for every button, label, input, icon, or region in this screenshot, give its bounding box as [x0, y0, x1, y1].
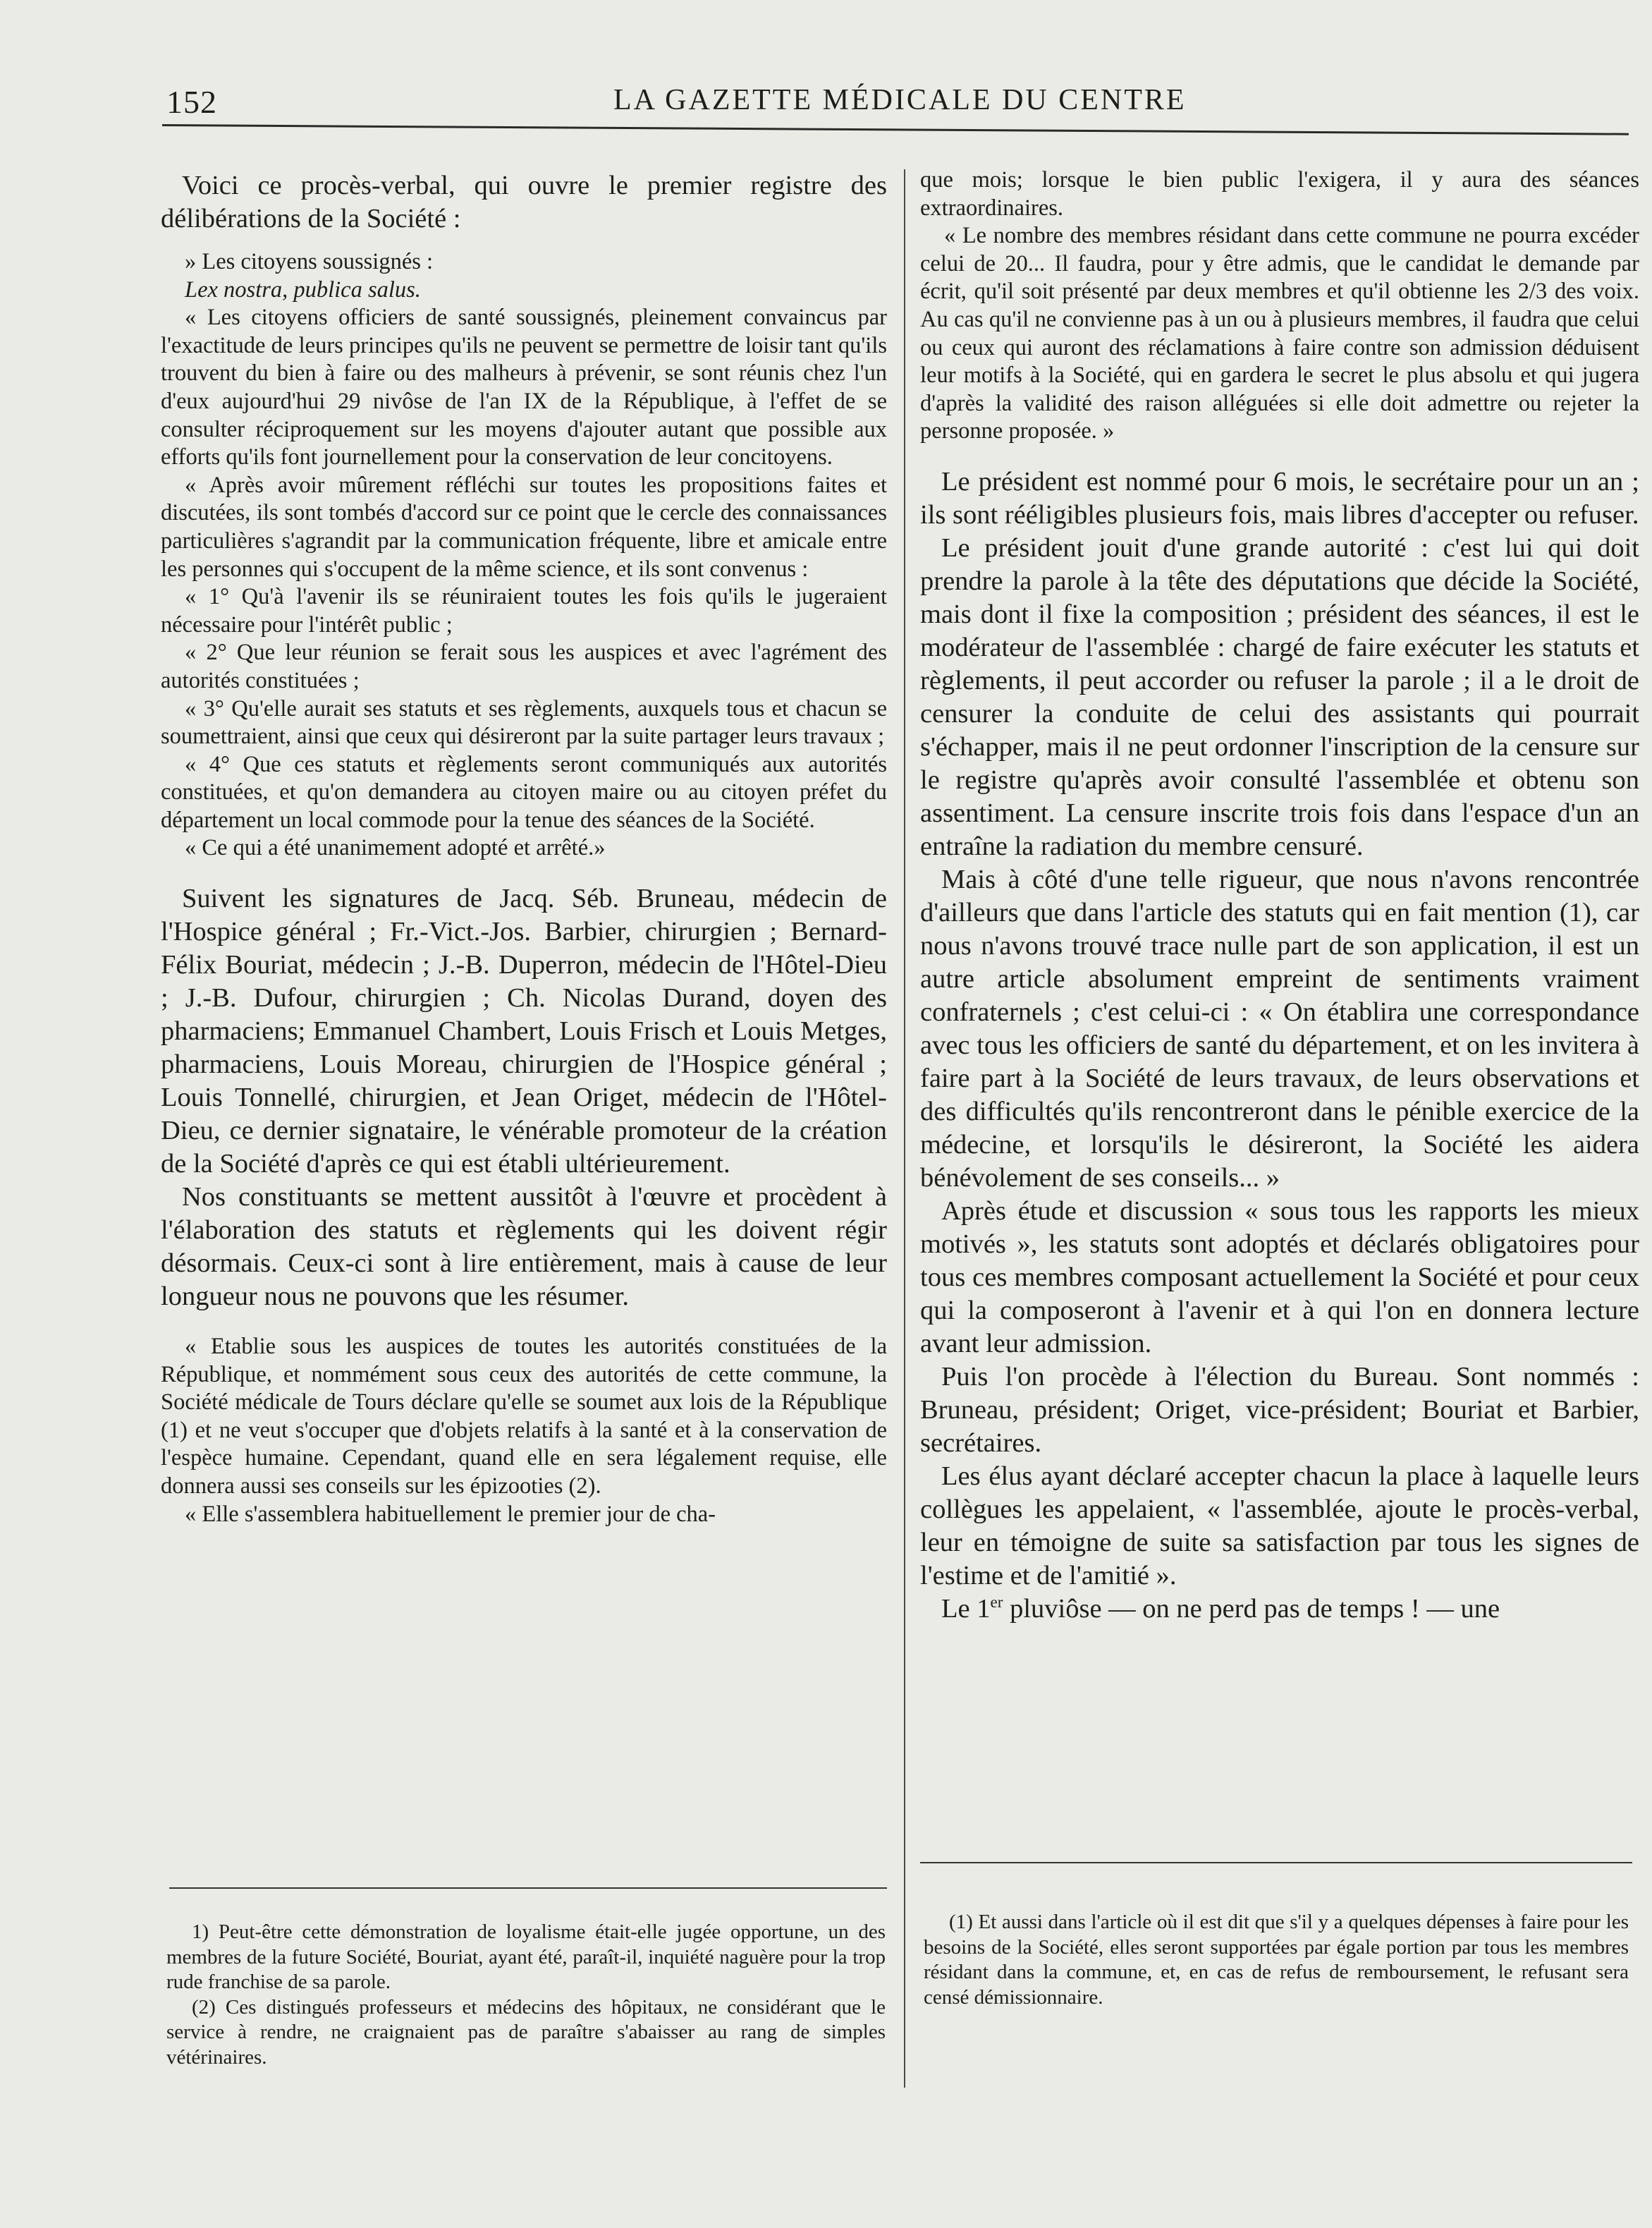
page-number: 152 [166, 84, 217, 120]
footnotes-right [924, 1910, 1629, 2010]
footnotes-left [166, 1920, 886, 2070]
elus-paragraph: Les élus ayant déclaré accepter chacun la place à laquelle leurs collègues les appelaient, « l'assemblée, ajoute le procès-verbal, leur en témoigne de suite sa satisfaction par tous les signes de l'estime et de l'amitié ». [920, 1461, 1639, 1590]
ordinal-superscript: er [990, 1593, 1003, 1612]
intro-paragraph: Voici ce procès-verbal, qui ouvre le premier registre des délibérations de la Société : [161, 171, 887, 233]
column-separator [904, 169, 905, 2088]
quote-continuation: que mois; lorsque le bien public l'exigera, il y aura des séances extraordinaires. [920, 167, 1639, 221]
pluviose-text-end: pluviôse — on ne perd pas de temps ! — une [1003, 1593, 1500, 1624]
quote-paragraph: « 2° Que leur réunion se ferait sous les auspices et avec l'agrément des autorités constituées ; [161, 640, 887, 693]
quote-paragraph: « 1° Qu'à l'avenir ils se réuniraient toutes les fois qu'ils le jugeraient nécessaire pour l'intérêt public ; [161, 584, 887, 638]
running-title: LA GAZETTE MÉDICALE DU CENTRE [613, 84, 1187, 116]
quote-paragraph: « 3° Qu'elle aurait ses statuts et ses règlements, auxquels tous et chacun se soumettraient, ainsi que ceux qui désireront par la suite partager leurs travaux ; [161, 695, 887, 750]
footnote-rule-right [920, 1862, 1632, 1863]
bureau-paragraph: Puis l'on procède à l'élection du Bureau. Sont nommés : Bruneau, président; Origet, vice-président; Bouriat et Barbier, secrétaires. [920, 1361, 1639, 1458]
quote-paragraph: « Le nombre des membres résidant dans cette commune ne pourra excéder celui de 20... Il faudra, pour y être admis, que le candidat le demande par écrit, qu'il soit présenté par deux membres et qu'il obtienne les 2/3 des voix. Au cas qu'il ne convienne pas à un ou à plusieurs membres, il faudra que celui ou ceux qui auront des réclamations à faire contre son admission déduisent leur motifs à la Société, qui en gardera le secret le plus absolu et qui jugera d'après la validité des raison alléguées si elle doit admettre ou rejeter la personne proposée. » [920, 223, 1639, 444]
quote-paragraph: « Les citoyens officiers de santé soussignés, pleinement convaincus par l'exactitude de leurs principes qu'ils ne peuvent se permettre de loisir tant qu'ils trouvent du bien à faire ou des malheurs à prévenir, se sont réunis chez l'un d'eux aujourd'hui 29 nivôse de l'an IX de la République, à l'effet de se consulter réciproquement sur les moyens d'ajouter autant que possible aux efforts qu'ils font journellement pour la conservation de leur concitoyens. [161, 305, 887, 470]
president-authority-paragraph: Le président jouit d'une grande autorité : c'est lui qui doit prendre la parole à la tête des députations que décide la Société, mais dont il fixe la composition ; président des séances, il est le modérateur de l'assemblée : chargé de faire exécuter les statuts et règlements, il peut accorder ou refuser la parole ; il a le droit de censurer la conduite de celui des assistants qui pourrait s'échapper, mais il ne peut ordonner l'inscription de la censure sur le registre qu'après avoir consulté l'assemblée et obtenu son assentiment. La censure inscrite trois fois dans l'espace d'un an entraîne la radiation du membre censuré. [920, 532, 1639, 861]
quote-paragraph: « Après avoir mûrement réfléchi sur toutes les propositions faites et discutées, ils sont tombés d'accord sur ce point que le cercle des connaissances particulières s'agrandit par la communication fréquente, libre et amicale entre les personnes qui s'occupent de la même science, et ils sont convenus : [161, 472, 887, 582]
quote-paragraph: « Ce qui a été unanimement adopté et arrêté.» [185, 835, 606, 861]
signatures-paragraph: Suivent les signatures de Jacq. Séb. Bruneau, médecin de l'Hospice général ; Fr.-Vict.-Jos. Barbier, chirurgien ; Bernard-Félix Bouriat, médecin ; J.-B. Duperron, médecin de l'Hôtel-Dieu ; J.-B. Dufour, chirurgien ; Ch. Nicolas Durand, doyen des pharmaciens; Emmanuel Chambert, Louis Frisch et Louis Metges, pharmaciens, Louis Moreau, chirurgien de l'Hospice général ; Louis Tonnellé, chirurgien, et Jean Origet, médecin de l'Hôtel-Dieu, ce dernier signataire, le vénérable promoteur de la création de la Société d'après ce qui est établi ultérieurement. [161, 884, 887, 1179]
footnote: 1) Peut-être cette démonstration de loyalisme était-elle jugée opportune, un des membres de la future Société, Bouriat, ayant été, paraît-il, inquiété naguère pour la trop rude franchise de sa parole. [166, 1920, 886, 1993]
statutes-paragraph: « Elle s'assemblera habituellement le premier jour de cha- [185, 1501, 716, 1527]
president-paragraph: Le président est nommé pour 6 mois, le secrétaire pour un an ; ils sont rééligibles plusieurs fois, mais libres d'accepter ou refuser. [920, 466, 1639, 530]
statutes-paragraph: « Etablie sous les auspices de toutes les autorités constituées de la République, et nommément sous ceux des autorités de cette commune, la Société médicale de Tours déclare qu'elle se soumet aux lois de la République (1) et ne veut s'occuper que d'objets relatifs à la santé et à la conservation de l'espèce humaine. Cependant, quand elle en sera légalement requise, elle donnera aussi ses conseils sur les épizooties (2). [161, 1334, 887, 1499]
header-rule [162, 124, 1629, 135]
footnote-rule-left [169, 1887, 887, 1889]
left-column [161, 169, 887, 1528]
etude-paragraph: Après étude et discussion « sous tous les rapports les mieux motivés », les statuts sont adoptés et déclarés obligatoires pour tous ces membres composant actuellement la Société et pour ceux qui la composeront à l'avenir et à qui l'on en donnera lecture avant leur admission. [920, 1195, 1639, 1358]
right-column [920, 166, 1639, 1626]
quote-citoyens: » Les citoyens soussignés : [185, 249, 434, 274]
footnote: (1) Et aussi dans l'article où il est dit que s'il y a quelques dépenses à faire pour les besoins de la Société, elles seront supportées par égale portion par tous les membres résidant dans la commune, et, en cas de refus de remboursement, le refusant sera censé démissionnaire. [924, 1911, 1629, 2009]
pluviose-text-start: Le 1 [941, 1593, 991, 1624]
quote-motto: Lex nostra, publica salus. [185, 276, 421, 303]
pluviose-paragraph [920, 1593, 1639, 1626]
rigueur-paragraph: Mais à côté d'une telle rigueur, que nous n'avons rencontrée d'ailleurs que dans l'article des statuts qui en fait mention (1), car nous n'avons trouvé trace nulle part de son application, il est un autre article absolument empreint de sentiments vraiment confraternels ; c'est celui-ci : « On établira une correspondance avec tous les officiers de santé du département, et on les invitera à faire part à la Société de leurs travaux, de leurs observations et des difficultés qu'ils rencontreront dans le pénible exercice de la médecine, et lorsqu'ils le désireront, la Société les aidera bénévolement de ses conseils... » [920, 864, 1639, 1193]
footnote: (2) Ces distingués professeurs et médecins des hôpitaux, ne considérant que le service à rendre, ne craignaient pas de paraître s'abaisser au rang de simples vétérinaires. [166, 1995, 886, 2069]
quote-paragraph: « 4° Que ces statuts et règlements seront communiqués aux autorités constituées, et qu'on demandera au citoyen maire ou au citoyen préfet du département un local commode pour la tenue des séances de la Société. [161, 751, 887, 833]
constituants-paragraph: Nos constituants se mettent aussitôt à l'œuvre et procèdent à l'élaboration des statuts et règlements qui les doivent régir désormais. Ceux-ci sont à lire entièrement, mais à cause de leur longueur nous ne pouvons que les résumer. [161, 1182, 887, 1312]
